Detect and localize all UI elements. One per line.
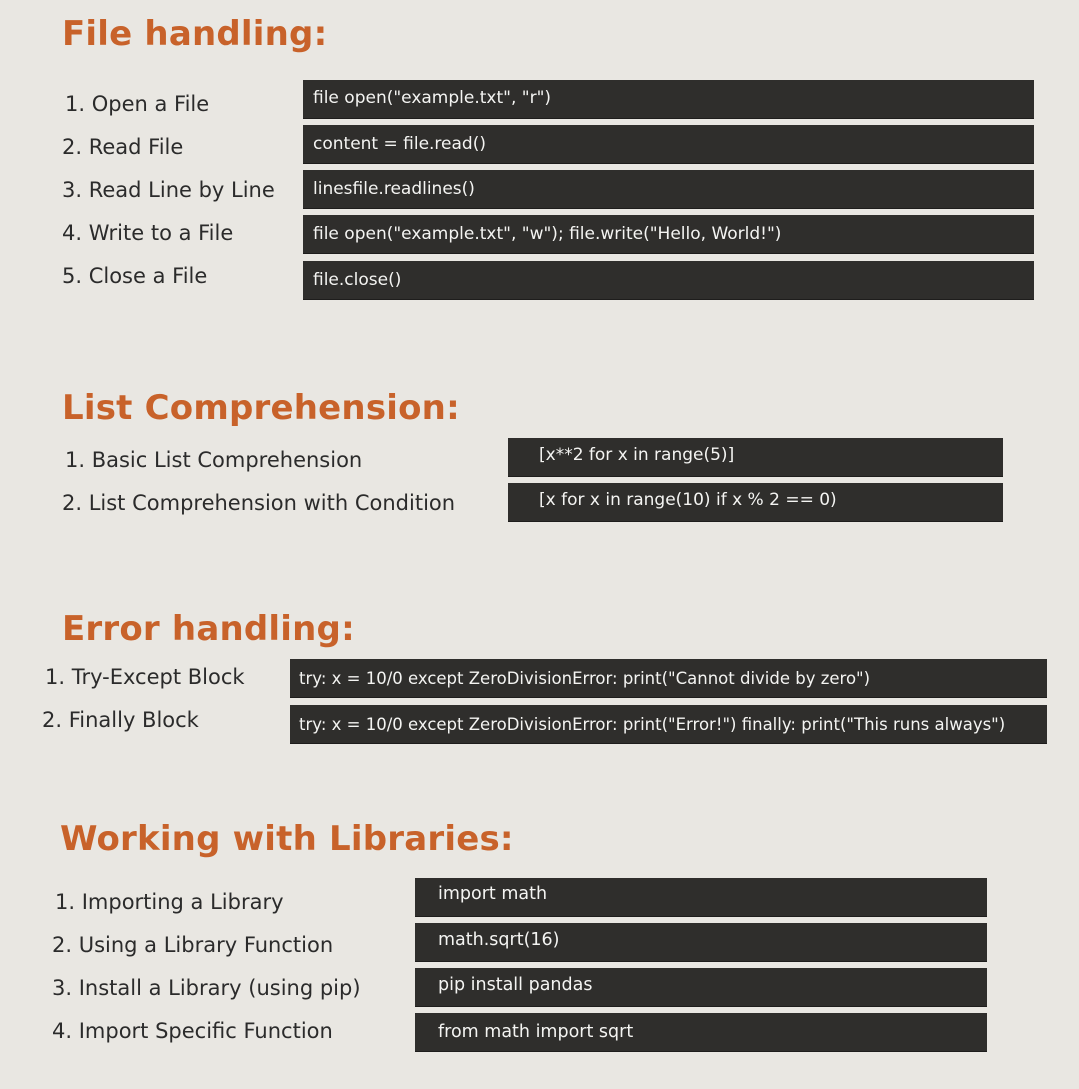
libraries-code-snippet: math.sqrt(16): [415, 923, 987, 962]
list-comprehension-code-snippet: [x**2 for x in range(5)]: [508, 438, 1003, 477]
file-handling-item-label: 3. Read Line by Line: [62, 178, 275, 202]
list-comprehension-heading: List Comprehension:: [62, 388, 460, 428]
file-handling-item-label: 5. Close a File: [62, 264, 208, 288]
libraries-code-snippet: pip install pandas: [415, 968, 987, 1007]
error-handling-code-snippet: try: x = 10/0 except ZeroDivisionError: print("Error!") finally: print("This runs always"): [290, 705, 1047, 744]
file-handling-item-label: 4. Write to a File: [62, 221, 234, 245]
file-handling-heading: File handling:: [62, 14, 328, 54]
libraries-heading: Working with Libraries:: [60, 819, 514, 859]
error-handling-item-label: 1. Try-Except Block: [45, 665, 245, 689]
file-handling-code-snippet: file open("example.txt", "r"): [303, 80, 1034, 119]
libraries-item-label: 2. Using a Library Function: [52, 933, 334, 957]
libraries-item-label: 4. Import Specific Function: [52, 1019, 333, 1043]
file-handling-item-label: 2. Read File: [62, 135, 184, 159]
libraries-item-label: 3. Install a Library (using pip): [52, 976, 361, 1000]
list-comprehension-item-label: 1. Basic List Comprehension: [65, 448, 363, 472]
file-handling-code-snippet: file open("example.txt", "w"); file.write("Hello, World!"): [303, 215, 1034, 254]
file-handling-item-label: 1. Open a File: [65, 92, 210, 116]
error-handling-heading: Error handling:: [62, 609, 355, 649]
list-comprehension-code-snippet: [x for x in range(10) if x % 2 == 0): [508, 483, 1003, 522]
file-handling-code-snippet: linesfile.readlines(): [303, 170, 1034, 209]
error-handling-item-label: 2. Finally Block: [42, 708, 199, 732]
libraries-item-label: 1. Importing a Library: [55, 890, 284, 914]
list-comprehension-item-label: 2. List Comprehension with Condition: [62, 491, 456, 515]
file-handling-code-snippet: file.close(): [303, 261, 1034, 300]
file-handling-code-snippet: content = file.read(): [303, 125, 1034, 164]
libraries-code-snippet: import math: [415, 878, 987, 917]
libraries-code-snippet: from math import sqrt: [415, 1013, 987, 1052]
error-handling-code-snippet: try: x = 10/0 except ZeroDivisionError: print("Cannot divide by zero"): [290, 659, 1047, 698]
